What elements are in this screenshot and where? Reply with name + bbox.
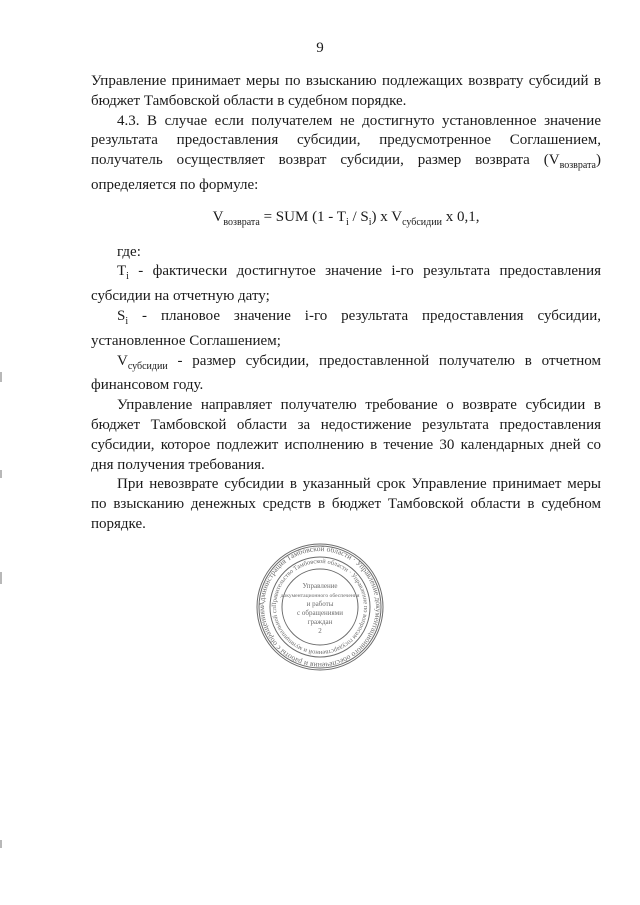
si-letter: S — [117, 307, 126, 324]
paragraph-non-return: При невозврате субсидии в указанный срок Управление принимает меры по взысканию денежных средств в бюджет Тамбовской области в судебном порядке. — [91, 476, 601, 532]
vs-letter: V — [117, 352, 128, 369]
scan-edge-mark — [0, 470, 2, 478]
stamp-center-line: документационного обеспечения — [280, 593, 360, 599]
stamp-outer-text: Администрация Тамбовской области · Управление документационного обеспечения и работы с обращениям — [256, 543, 384, 671]
stamp-center-line: 2 — [318, 627, 322, 635]
stamp-center-line: Управление — [302, 582, 338, 590]
formula-vs-sub: субсидии — [402, 216, 442, 228]
formula-v-sub: возврата — [223, 216, 260, 228]
definition-v-subsidy — [91, 352, 601, 397]
stamp-seal — [256, 543, 384, 671]
v-return-subscript: возврата — [559, 160, 596, 172]
si-text: - плановое значение i-го результата предоставления субсидии, установленное Соглашением; — [91, 307, 601, 349]
document-body — [91, 72, 601, 535]
formula-ti-sub: i — [345, 216, 349, 228]
formula-slash: / S — [348, 208, 369, 225]
ti-sub: i — [126, 271, 129, 283]
formula — [91, 208, 601, 233]
formula-tail: x 0,1, — [441, 208, 480, 225]
scan-edge-mark — [0, 572, 2, 584]
stamp-middle-text: Правительство Тамбовской области · Управление по вопросам государственной и муниципальной сл — [270, 557, 370, 657]
vs-sub: субсидии — [127, 360, 168, 372]
official-stamp — [256, 543, 384, 671]
definition-si — [91, 307, 601, 352]
definition-ti — [91, 262, 601, 307]
vs-text: - размер субсидии, предоставленной получателю в отчетном финансовом году. — [91, 352, 601, 394]
si-sub: i — [125, 315, 129, 327]
formula-si-sub: i — [368, 216, 372, 228]
paragraph-recovery: Управление принимает меры по взысканию подлежащих возврату субсидий в бюджет Тамбовской области в судебном порядке. — [91, 73, 601, 109]
paragraph-4-3 — [91, 112, 601, 196]
stamp-center-line: граждан — [307, 618, 333, 626]
formula-mid: = SUM (1 - T — [259, 208, 346, 225]
ti-text: - фактически достигнутое значение i-го результата предоставления субсидии на отчетную дату; — [91, 263, 601, 305]
paragraph-4-3-text: 4.3. В случае если получателем не достигнуто установленное значение результата предоставления субсидии, предусмотренное Соглашением, получатель осуществляет возврат субсидии, размер возврата (V — [91, 112, 601, 169]
formula-v: V — [212, 208, 224, 225]
stamp-center-line: и работы — [306, 600, 334, 608]
stamp-center-line: с обращениями — [297, 609, 343, 617]
ti-letter: T — [117, 263, 127, 280]
formula-close: ) x V — [371, 208, 403, 225]
where-label: где: — [117, 243, 141, 260]
paragraph-requirement: Управление направляет получателю требование о возврате субсидии в бюджет Тамбовской области за недостижение результата предоставления субсидии, которое подлежит исполнению в течение 30 календарных дней со дня получения требования. — [91, 397, 601, 473]
page-number: 9 — [316, 40, 324, 56]
paragraph-4-3-end: ) определяется по формуле: — [91, 152, 601, 193]
scan-edge-mark — [0, 372, 2, 382]
scan-edge-mark — [0, 840, 2, 848]
